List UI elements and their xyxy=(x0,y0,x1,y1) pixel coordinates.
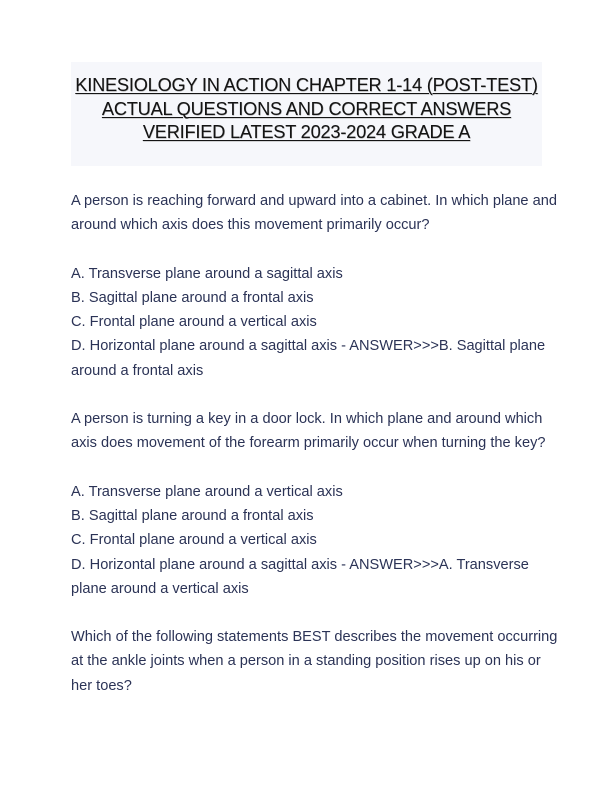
option-line: A. Transverse plane around a sagittal axis xyxy=(71,265,343,282)
question-1-options xyxy=(71,262,546,383)
document-body xyxy=(71,189,558,722)
question-1-stem xyxy=(71,189,557,238)
question-text-line: around which axis does this movement primarily occur? xyxy=(71,217,430,234)
question-text-line: A person is turning a key in a door lock. In which plane and around which xyxy=(71,411,543,428)
option-answer-line: plane around a vertical axis xyxy=(71,580,249,597)
option-line: C. Frontal plane around a vertical axis xyxy=(71,532,317,549)
question-text-line: A person is reaching forward and upward into a cabinet. In which plane and xyxy=(71,193,557,209)
question-text-line: at the ankle joints when a person in a standing position rises up on his or xyxy=(71,653,541,670)
option-line: B. Sagittal plane around a frontal axis xyxy=(71,507,314,524)
option-line: A. Transverse plane around a vertical axis xyxy=(71,483,343,500)
question-2-options xyxy=(71,480,546,601)
title-box xyxy=(71,62,542,166)
question-text-line: her toes? xyxy=(71,677,132,694)
option-line: C. Frontal plane around a vertical axis xyxy=(71,314,317,331)
option-answer-line: D. Horizontal plane around a sagittal axis - ANSWER>>>A. Transverse xyxy=(71,556,529,573)
title-line-3: VERIFIED LATEST 2023-2024 GRADE A xyxy=(142,122,471,142)
title-line-1: KINESIOLOGY IN ACTION CHAPTER 1-14 (POST-TEST) xyxy=(75,75,538,95)
option-line: B. Sagittal plane around a frontal axis xyxy=(71,289,314,306)
question-text-line: Which of the following statements BEST describes the movement occurring xyxy=(71,629,558,646)
title-line-2: ACTUAL QUESTIONS AND CORRECT ANSWERS xyxy=(101,98,512,119)
option-answer-line: around a frontal axis xyxy=(71,362,204,379)
option-answer-line: D. Horizontal plane around a sagittal axis - ANSWER>>>B. Sagittal plane xyxy=(71,338,546,355)
question-text-line: axis does movement of the forearm primarily occur when turning the key? xyxy=(71,435,546,452)
question-2-stem xyxy=(71,407,546,456)
question-3-stem xyxy=(71,625,558,698)
